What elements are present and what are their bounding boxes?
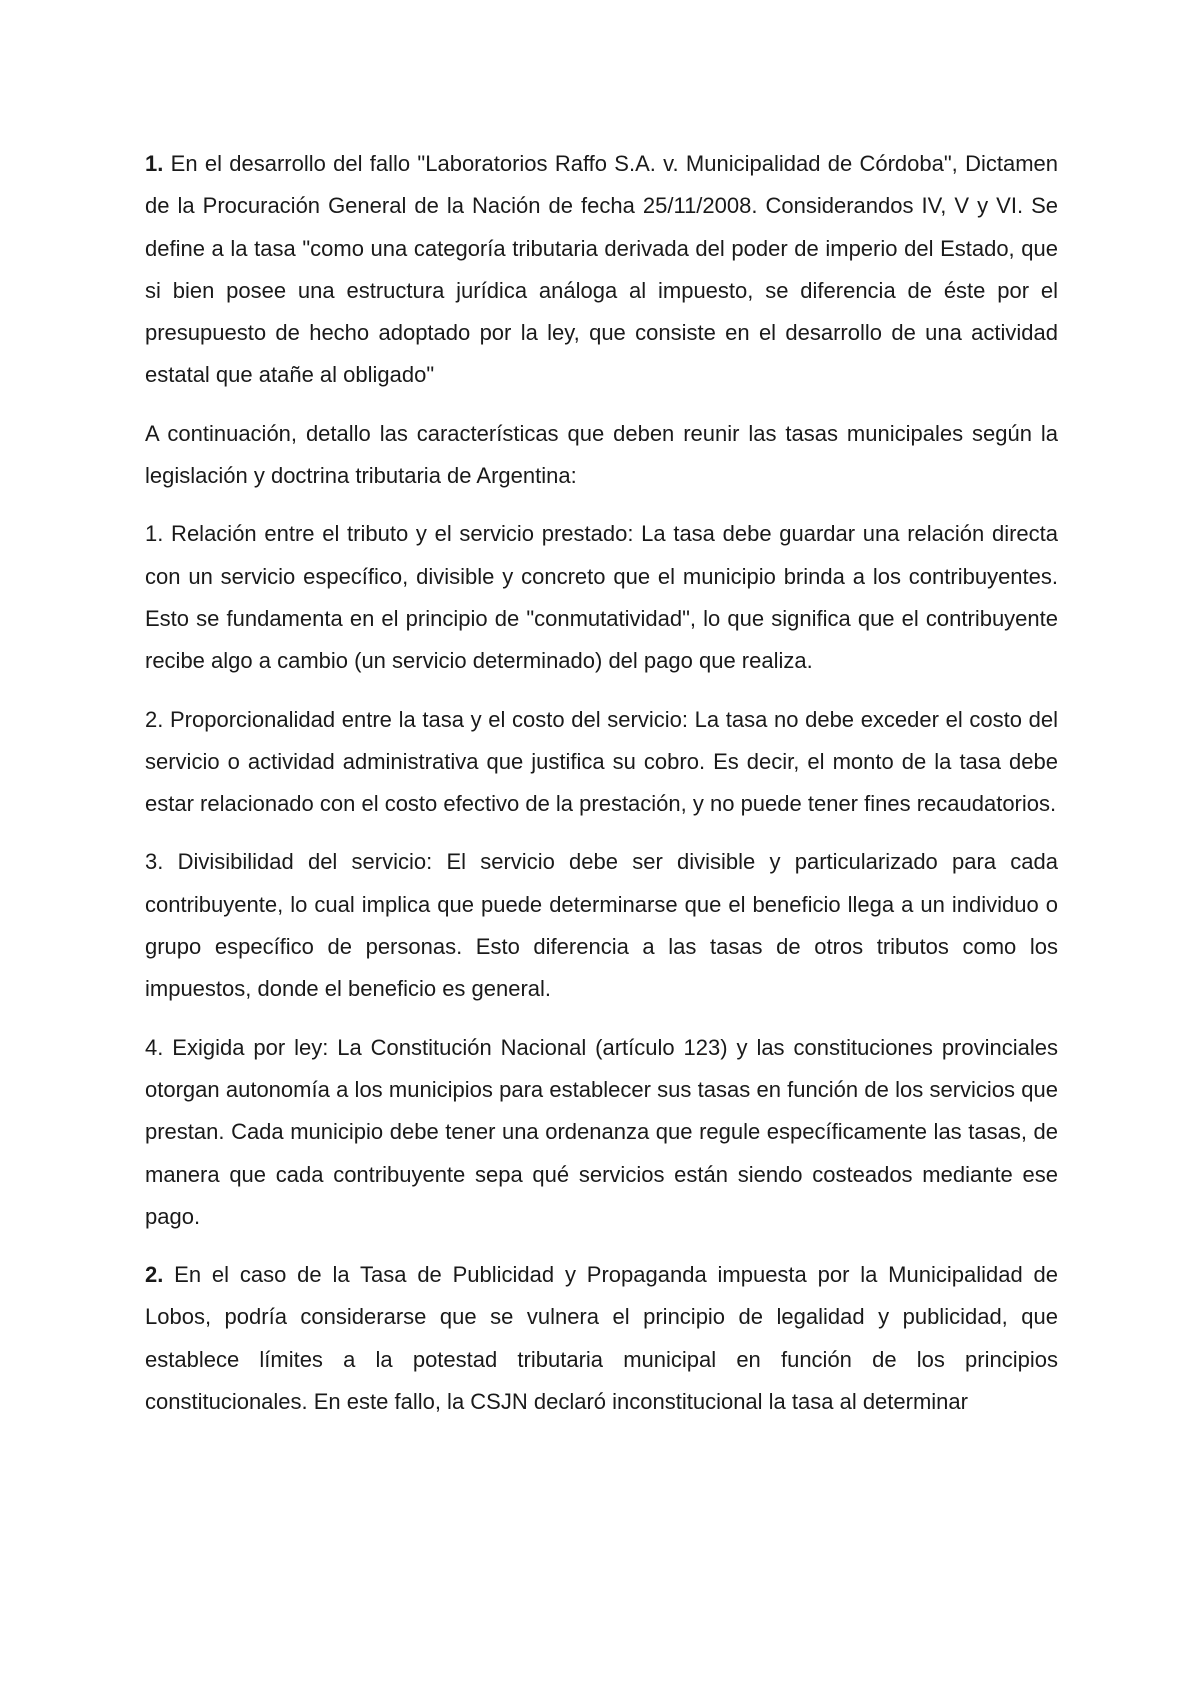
paragraph-4: [145, 699, 1058, 826]
paragraph-7: [145, 1254, 1058, 1423]
paragraph-text: 2. Proporcionalidad entre la tasa y el costo del servicio: La tasa no debe exceder el costo del servicio o actividad administrativa que justifica su cobro. Es decir, el monto de la tasa debe estar relacionado con el costo efectivo de la prestación, y no puede tener fines recaudatorios.: [145, 706, 1058, 817]
paragraph-6: [145, 1027, 1058, 1238]
paragraph-text: A continuación, detallo las características que deben reunir las tasas municipales según la legislación y doctrina tributaria de Argentina:: [145, 420, 1058, 489]
paragraph-text: En el desarrollo del fallo "Laboratorios Raffo S.A. v. Municipalidad de Córdoba", Dictamen de la Procuración General de la Nación de fecha 25/11/2008. Considerandos IV, V y VI. Se define a la tasa "como una categoría tributaria derivada del poder de imperio del Estado, que si bien posee una estructura jurídica análoga al impuesto, se diferencia de éste por el presupuesto de hecho adoptado por la ley, que consiste en el desarrollo de una actividad estatal que atañe al obligado": [145, 151, 1058, 388]
paragraph-3: [145, 513, 1058, 682]
paragraph-text: 3. Divisibilidad del servicio: El servicio debe ser divisible y particularizado para cada contribuyente, lo cual implica que puede determinarse que el beneficio llega a un individuo o grupo específico de personas. Esto diferencia a las tasas de otros tributos como los impuestos, donde el beneficio es general.: [145, 849, 1058, 1002]
paragraph-text: 4. Exigida por ley: La Constitución Nacional (artículo 123) y las constituciones provinciales otorgan autonomía a los municipios para establecer sus tasas en función de los servicios que prestan. Cada municipio debe tener una ordenanza que regule específicamente las tasas, de manera que cada contribuyente sepa qué servicios están siendo costeados mediante ese pago.: [145, 1034, 1058, 1229]
section-number-2: 2.: [145, 1262, 164, 1288]
paragraph-text: En el caso de la Tasa de Publicidad y Propaganda impuesta por la Municipalidad de Lobos, podría considerarse que se vulnera el principio de legalidad y publicidad, que establece límites a la potestad tributaria municipal en función de los principios constitucionales. En este fallo, la CSJN declaró inconstitucional la tasa al determinar: [145, 1262, 1058, 1415]
paragraph-5: [145, 841, 1058, 1010]
paragraph-text: 1. Relación entre el tributo y el servicio prestado: La tasa debe guardar una relación directa con un servicio específico, divisible y concreto que el municipio brinda a los contribuyentes. Esto se fundamenta en el principio de "conmutatividad", lo que significa que el contribuyente recibe algo a cambio (un servicio determinado) del pago que realiza.: [145, 521, 1058, 674]
section-number-1: 1.: [145, 151, 164, 176]
paragraph-2: [145, 413, 1058, 498]
paragraph-1: [145, 143, 1058, 397]
document-body: [145, 143, 1058, 1439]
